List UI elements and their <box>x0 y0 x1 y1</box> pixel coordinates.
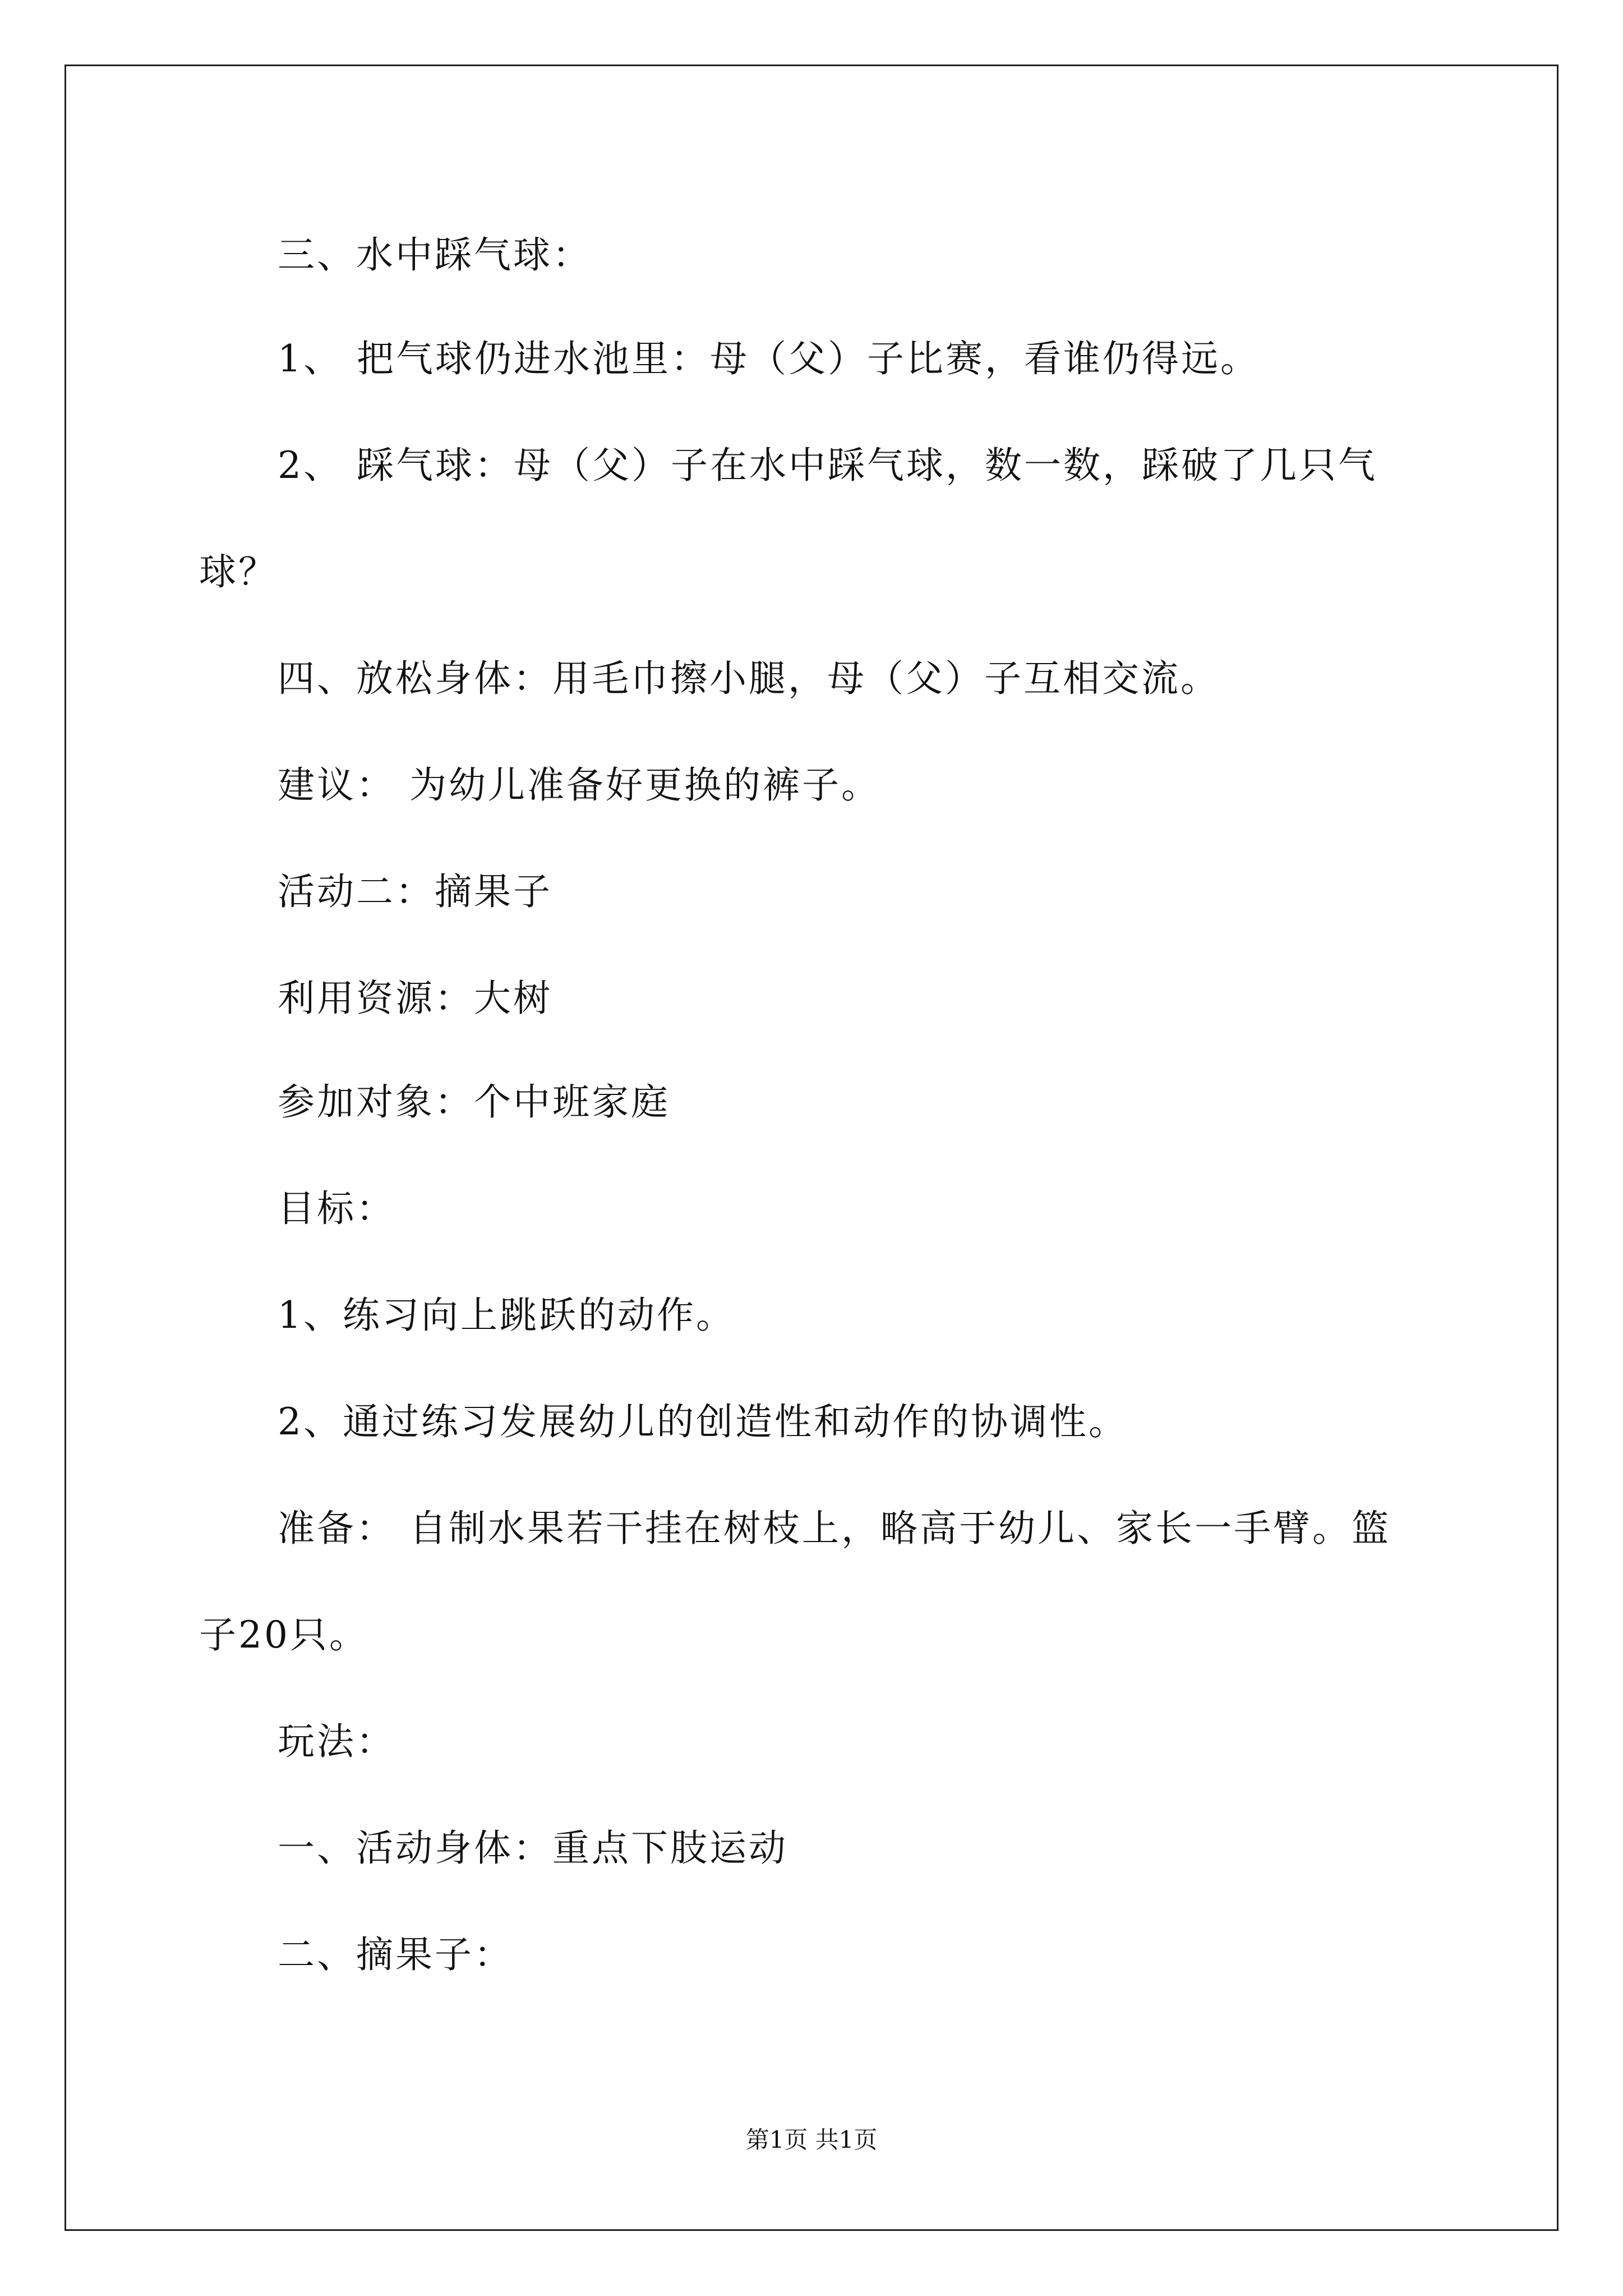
section-heading: 二、摘果子： <box>278 1933 513 1976</box>
paragraph-line: 准备： 自制水果若干挂在树枝上，略高于幼儿、家长一手臂。篮 <box>278 1507 1391 1550</box>
activity-title: 活动二：摘果子 <box>278 870 552 913</box>
paragraph-line: 一、活动身体：重点下肢运动 <box>278 1826 788 1870</box>
page-footer: 第1页 共1页 <box>745 2126 878 2154</box>
section-heading: 玩法： <box>278 1720 395 1763</box>
section-heading: 三、水中踩气球： <box>278 233 592 277</box>
paragraph-line: 2、通过练习发展幼儿的创造性和动作的协调性。 <box>278 1400 1128 1443</box>
paragraph-line: 利用资源：大树 <box>278 977 552 1020</box>
section-heading: 目标： <box>278 1187 395 1230</box>
paragraph-line: 参加对象：个中班家庭 <box>278 1080 670 1124</box>
paragraph-line-continued: 子20只。 <box>199 1613 368 1657</box>
paragraph-line: 1、练习向上跳跃的动作。 <box>278 1294 735 1337</box>
paragraph-line: 建议： 为幼儿准备好更换的裤子。 <box>278 763 880 807</box>
paragraph-line: 2、 踩气球：母（父）子在水中踩气球，数一数，踩破了几只气 <box>278 444 1377 487</box>
paragraph-line-continued: 球？ <box>199 550 278 593</box>
page-border <box>64 65 1559 2231</box>
paragraph-line: 1、 把气球仍进水池里：母（父）子比赛，看谁仍得远。 <box>278 337 1260 380</box>
section-heading: 四、放松身体：用毛巾擦小腿，母（父）子互相交流。 <box>278 657 1220 700</box>
